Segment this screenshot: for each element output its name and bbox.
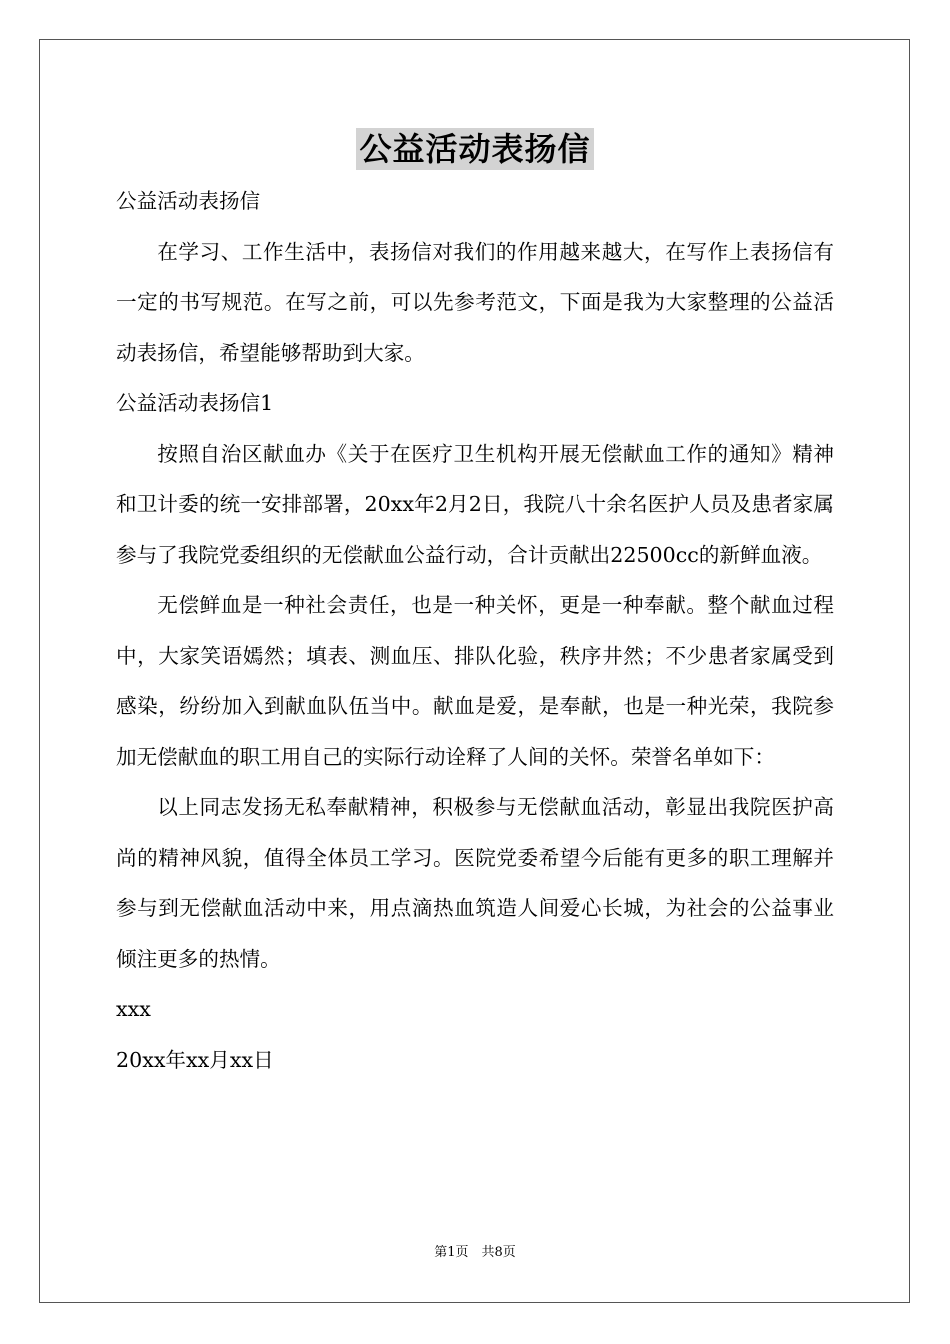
signature: xxx xyxy=(116,997,151,1021)
body-paragraph-3: 以上同志发扬无私奉献精神，积极参与无偿献血活动，彰显出我院医护高尚的精神风貌，值得全体员工学习。医院党委希望今后能有更多的职工理解并参与到无偿献血活动中来，用点滴热血筑造人间爱心长城，为社会的公益事业倾注更多的热情。 xyxy=(116,795,834,971)
document-subtitle: 公益活动表扬信 xyxy=(116,189,261,213)
body-paragraph-1: 按照自治区献血办《关于在医疗卫生机构开展无偿献血工作的通知》精神和卫计委的统一安排部署，20xx年2月2日，我院八十余名医护人员及患者家属参与了我院党委组织的无偿献血公益行动，合计贡献出22500cc的新鲜血液。 xyxy=(116,441,834,567)
document-body xyxy=(116,176,834,1085)
page-footer xyxy=(0,1244,950,1262)
document-title: 公益活动表扬信 xyxy=(356,128,593,170)
page-number: 第1页 共8页 xyxy=(434,1245,516,1260)
date: 20xx年xx月xx日 xyxy=(116,1047,274,1072)
section-heading: 公益活动表扬信1 xyxy=(116,391,274,415)
title-container xyxy=(0,128,950,170)
body-paragraph-2: 无偿鲜血是一种社会责任，也是一种关怀，更是一种奉献。整个献血过程中，大家笑语嫣然；填表、测血压、排队化验，秩序井然；不少患者家属受到感染，纷纷加入到献血队伍当中。献血是爱，是奉献，也是一种光荣，我院参加无偿献血的职工用自己的实际行动诠释了人间的关怀。荣誉名单如下： xyxy=(116,593,834,769)
intro-paragraph: 在学习、工作生活中，表扬信对我们的作用越来越大，在写作上表扬信有一定的书写规范。在写之前，可以先参考范文，下面是我为大家整理的公益活动表扬信，希望能够帮助到大家。 xyxy=(116,239,834,365)
